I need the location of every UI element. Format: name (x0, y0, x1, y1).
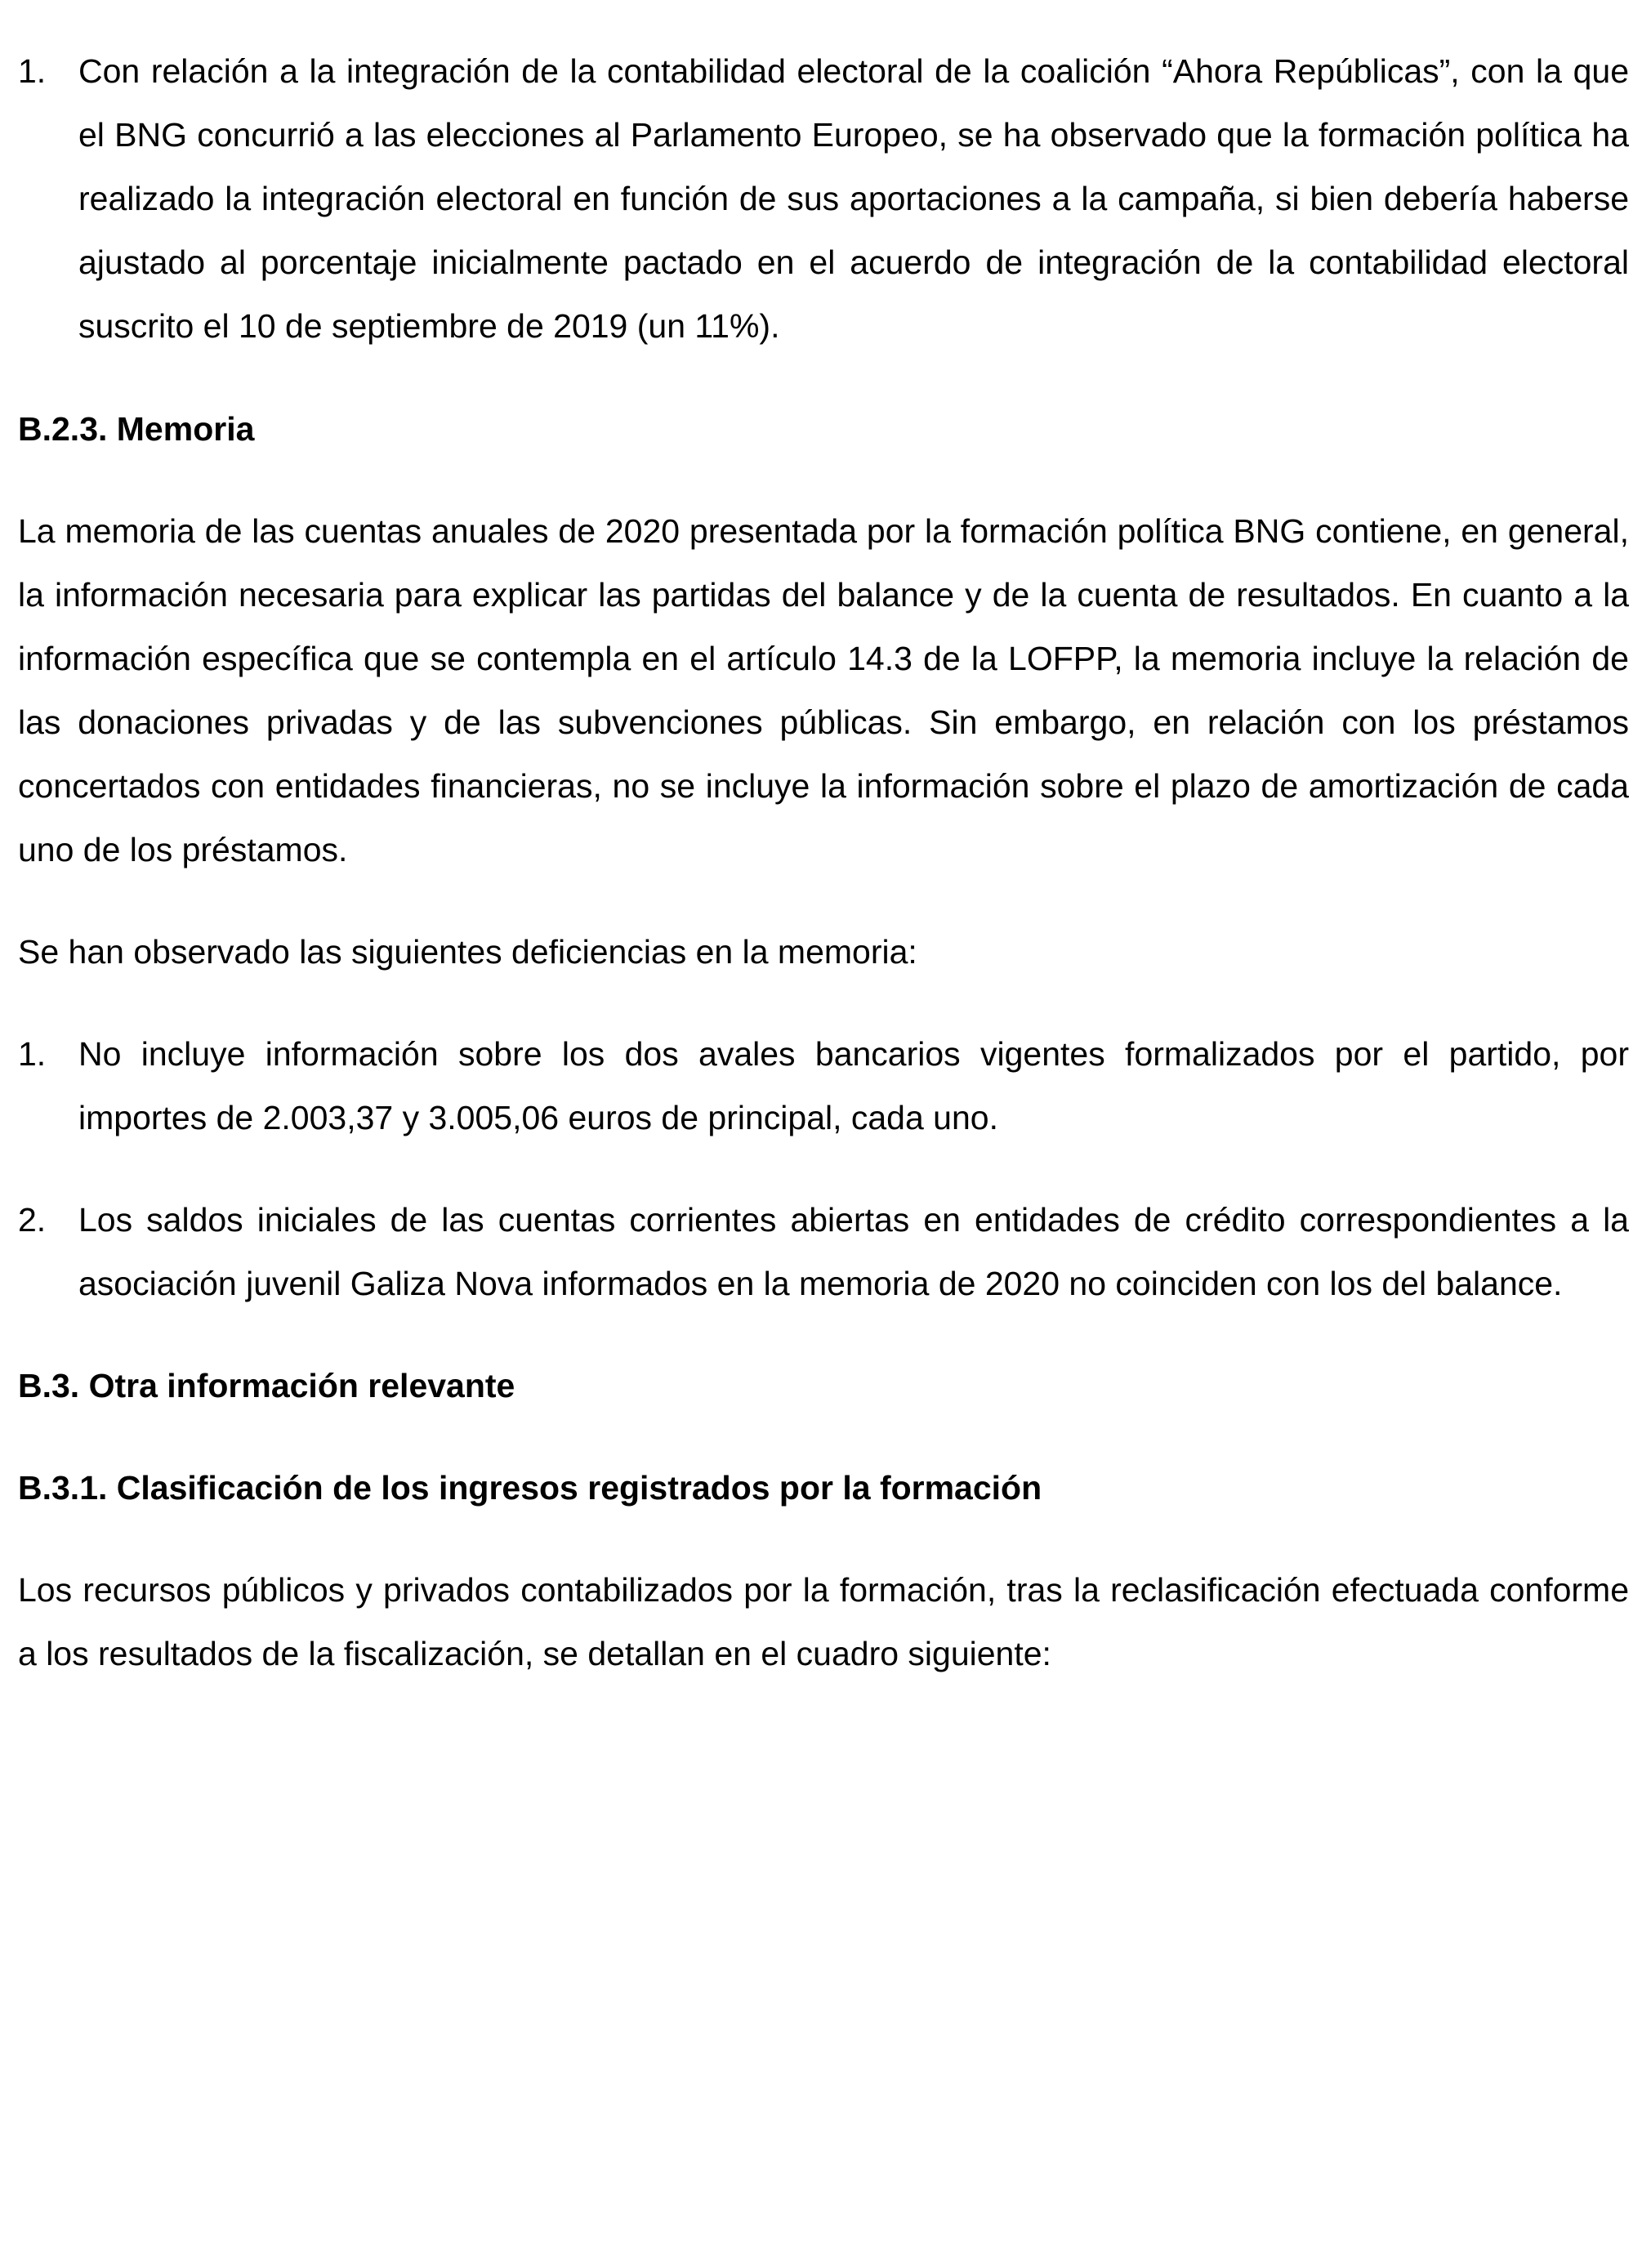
list-number: 1. (18, 1035, 47, 1073)
list-item (18, 39, 1629, 358)
section-heading-memoria: B.2.3. Memoria (18, 410, 255, 448)
list-text: No incluye información sobre los dos avales bancarios vigentes formalizados por el partido, por importes de 2.003,37 y 3.005,06 euros de principal, cada uno. (78, 1035, 1629, 1136)
subsection-heading-clasificacion: B.3.1. Clasificación de los ingresos registrados por la formación (18, 1469, 1042, 1507)
clasificacion-paragraph: Los recursos públicos y privados contabilizados por la formación, tras la reclasificación efectuada conforme a los resultados de la fiscalización, se detallan en el cuadro siguiente: (18, 1571, 1629, 1672)
deficiencies-intro: Se han observado las siguientes deficiencias en la memoria: (18, 933, 917, 971)
list-text: Los saldos iniciales de las cuentas corrientes abiertas en entidades de crédito correspondientes a la asociación juvenil Galiza Nova informados en la memoria de 2020 no coinciden con los del balance. (78, 1201, 1629, 1302)
document-page (18, 39, 1629, 1685)
list-number: 2. (18, 1201, 47, 1239)
memoria-paragraph: La memoria de las cuentas anuales de 2020 presentada por la formación política BNG contiene, en general, la información necesaria para explicar las partidas del balance y de la cuenta de resultados. En cuanto a la información específica que se contempla en el artículo 14.3 de la LOFPP, la memoria incluye la relación de las donaciones privadas y de las subvenciones públicas. Sin embargo, en relación con los préstamos concertados con entidades financieras, no se incluye la información sobre el plazo de amortización de cada uno de los préstamos. (18, 512, 1629, 868)
section-heading-otra-informacion: B.3. Otra información relevante (18, 1367, 515, 1404)
list-text: Con relación a la integración de la contabilidad electoral de la coalición “Ahora Repúblicas”, con la que el BNG concurrió a las elecciones al Parlamento Europeo, se ha observado que la formación política ha realizado la integración electoral en función de sus aportaciones a la campaña, si bien debería haberse ajustado al porcentaje inicialmente pactado en el acuerdo de integración de la contabilidad electoral suscrito el 10 de septiembre de 2019 (un 11%). (78, 52, 1629, 345)
list-item (18, 1188, 1629, 1315)
list-number: 1. (18, 52, 47, 90)
list-item (18, 1022, 1629, 1150)
